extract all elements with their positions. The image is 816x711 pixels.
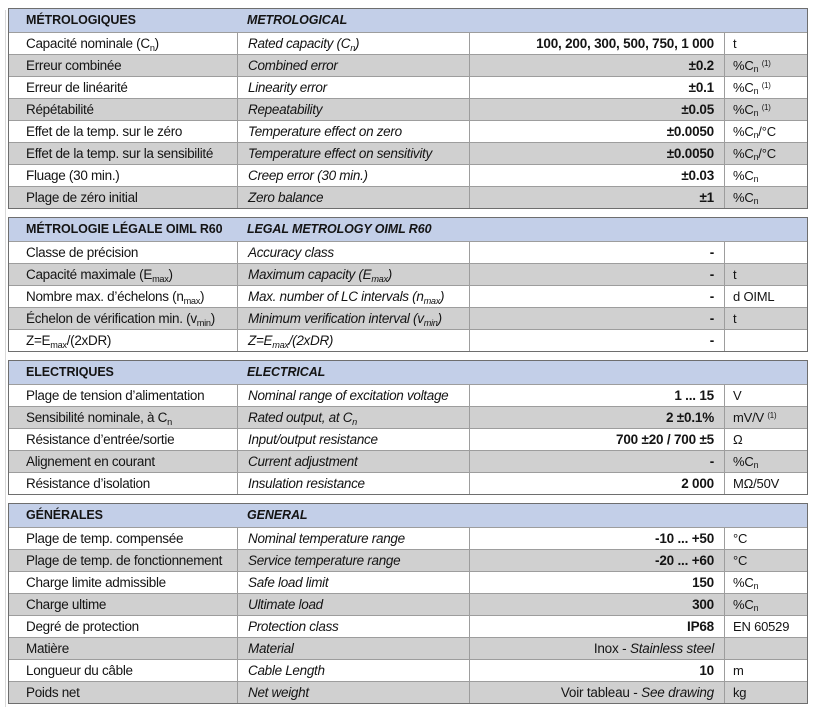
spec-row [9, 549, 807, 571]
spec-value: 2 ±0.1% [469, 407, 724, 428]
section-title-en: ELECTRICAL [247, 365, 326, 379]
spec-value: 10 [469, 660, 724, 681]
spec-row [9, 681, 807, 703]
label-en: Temperature effect on sensitivity [237, 143, 469, 164]
spec-value: Voir tableau - See drawing [469, 682, 724, 703]
label-en: Ultimate load [237, 594, 469, 615]
label-en: Nominal range of excitation voltage [237, 385, 469, 406]
label-fr: Capacité nominale $(C_n)$ [26, 36, 159, 53]
spec-row [9, 659, 807, 681]
spec-unit: °C [724, 550, 807, 571]
label-en: Minimum verification interval $(v_{min})$ [237, 308, 469, 329]
spec-unit: d OIML [724, 286, 807, 307]
spec-unit [724, 242, 807, 263]
label-en: Safe load limit [237, 572, 469, 593]
label-en: Combined error [237, 55, 469, 76]
section-header-spacer [724, 9, 807, 32]
spec-unit: $\%C_n/^\circ C$ [724, 121, 807, 142]
label-en: Temperature effect on zero [237, 121, 469, 142]
spec-value: - [469, 308, 724, 329]
label-fr: Matière [26, 641, 69, 656]
label-en: Creep error (30 min.) [237, 165, 469, 186]
spec-row [9, 593, 807, 615]
spec-unit: t [724, 33, 807, 54]
section-general [8, 503, 808, 704]
spec-value: -20 ... +60 [469, 550, 724, 571]
label-en: Rated output, at $C_n$ [237, 407, 469, 428]
section-title-en: LEGAL METROLOGY OIML R60 [247, 222, 432, 236]
spec-value: - [469, 330, 724, 351]
section-header-spacer [724, 504, 807, 527]
spec-sections [8, 8, 808, 704]
spec-value: 700 ±20 / 700 ±5 [469, 429, 724, 450]
section-title-fr: GÉNÉRALES [26, 508, 103, 522]
section-electrical [8, 360, 808, 495]
spec-unit: V [724, 385, 807, 406]
spec-unit: °C [724, 528, 807, 549]
label-en: $Z=E_{max}/(2xDR)$ [237, 330, 469, 351]
spec-value: ±0.2 [469, 55, 724, 76]
spec-row [9, 54, 807, 76]
spec-value: ±0.1 [469, 77, 724, 98]
section-header-spacer [469, 9, 724, 32]
spec-unit: t [724, 264, 807, 285]
spec-value: 100, 200, 300, 500, 750, 1 000 [469, 33, 724, 54]
spec-row [9, 32, 807, 54]
spec-row [9, 285, 807, 307]
spec-row [9, 76, 807, 98]
spec-row [9, 527, 807, 549]
spec-unit: $\%C_n$ [724, 451, 807, 472]
label-fr: Charge limite admissible [26, 575, 166, 590]
spec-unit [724, 330, 807, 351]
section-header-spacer [469, 504, 724, 527]
label-fr: Alignement en courant [26, 454, 155, 469]
section-header-electrical [9, 361, 807, 384]
spec-unit: $\%C_n$ $^{(1)}$ [724, 77, 807, 98]
spec-unit: $\%C_n$ [724, 165, 807, 186]
spec-value: 150 [469, 572, 724, 593]
spec-unit [724, 638, 807, 659]
spec-unit: t [724, 308, 807, 329]
section-header-metrological [9, 9, 807, 32]
label-fr: Erreur de linéarité [26, 80, 128, 95]
section-header-general [9, 504, 807, 527]
label-en: Input/output resistance [237, 429, 469, 450]
label-fr: $Z=E_{max}/(2xDR)$ [26, 333, 112, 350]
spec-row [9, 571, 807, 593]
label-fr: Effet de la temp. sur le zéro [26, 124, 183, 139]
section-header-spacer [724, 218, 807, 241]
spec-row [9, 637, 807, 659]
label-en: Current adjustment [237, 451, 469, 472]
label-en: Linearity error [237, 77, 469, 98]
spec-value: - [469, 242, 724, 263]
spec-value: Inox - Stainless steel [469, 638, 724, 659]
spec-row [9, 307, 807, 329]
spec-unit: m [724, 660, 807, 681]
section-metrological [8, 8, 808, 209]
label-fr: Répétabilité [26, 102, 94, 117]
label-en: Max. number of LC intervals $(n_{max})$ [237, 286, 469, 307]
spec-unit: $\%C_n/^\circ C$ [724, 143, 807, 164]
label-en: Net weight [237, 682, 469, 703]
spec-unit: kg [724, 682, 807, 703]
label-fr: Classe de précision [26, 245, 139, 260]
label-en: Maximum capacity $(E_{max})$ [237, 264, 469, 285]
spec-row [9, 450, 807, 472]
spec-row [9, 384, 807, 406]
label-fr: Fluage (30 min.) [26, 168, 120, 183]
label-fr: Charge ultime [26, 597, 107, 612]
label-fr: Plage de temp. compensée [26, 531, 184, 546]
spec-value: - [469, 286, 724, 307]
section-header-spacer [724, 361, 807, 384]
label-fr: Poids net [26, 685, 80, 700]
page-edge-line [5, 10, 6, 707]
spec-row [9, 142, 807, 164]
section-legal-metrology [8, 217, 808, 352]
spec-row [9, 98, 807, 120]
label-en: Material [237, 638, 469, 659]
label-fr: Erreur combinée [26, 58, 122, 73]
spec-row [9, 472, 807, 494]
spec-value: -10 ... +50 [469, 528, 724, 549]
section-header-legal-metrology [9, 218, 807, 241]
spec-value: ±0.0050 [469, 143, 724, 164]
label-en: Cable Length [237, 660, 469, 681]
label-fr: Résistance d’isolation [26, 476, 150, 491]
spec-row [9, 120, 807, 142]
label-fr: Capacité maximale $(E_{max})$ [26, 267, 173, 284]
label-fr: Plage de temp. de fonctionnement [26, 553, 223, 568]
spec-value: 300 [469, 594, 724, 615]
label-en: Accuracy class [237, 242, 469, 263]
spec-value: ±1 [469, 187, 724, 208]
label-fr: Résistance d’entrée/sortie [26, 432, 175, 447]
section-header-spacer [469, 218, 724, 241]
section-title-en: GENERAL [247, 508, 308, 522]
label-fr: Effet de la temp. sur la sensibilité [26, 146, 214, 161]
label-fr: Sensibilité nominale, à $C_n$ [26, 410, 172, 427]
label-en: Insulation resistance [237, 473, 469, 494]
label-fr: Échelon de vérification min. $(v_{min})$ [26, 311, 215, 328]
spec-row [9, 186, 807, 208]
spec-value: ±0.05 [469, 99, 724, 120]
spec-value: ±0.03 [469, 165, 724, 186]
spec-row [9, 263, 807, 285]
section-header-spacer [469, 361, 724, 384]
label-en: Service temperature range [237, 550, 469, 571]
spec-unit: MΩ/50V [724, 473, 807, 494]
label-fr: Plage de tension d’alimentation [26, 388, 205, 403]
spec-value: IP68 [469, 616, 724, 637]
spec-value: - [469, 264, 724, 285]
section-title-fr: ELECTRIQUES [26, 365, 114, 379]
section-title-fr: MÉTROLOGIQUES [26, 13, 136, 27]
label-fr: Plage de zéro initial [26, 190, 138, 205]
spec-row [9, 164, 807, 186]
spec-value: ±0.0050 [469, 121, 724, 142]
label-en: Repeatability [237, 99, 469, 120]
label-en: Nominal temperature range [237, 528, 469, 549]
spec-unit: mV/V $^{(1)}$ [724, 407, 807, 428]
spec-unit: $\%C_n$ [724, 572, 807, 593]
spec-value: - [469, 451, 724, 472]
label-en: Protection class [237, 616, 469, 637]
section-title-fr: MÉTROLOGIE LÉGALE OIML R60 [26, 222, 223, 236]
spec-row [9, 406, 807, 428]
spec-unit: $\%C_n$ $^{(1)}$ [724, 55, 807, 76]
label-en: Rated capacity $(C_n)$ [237, 33, 469, 54]
spec-unit: $\%C_n$ [724, 187, 807, 208]
spec-value: 2 000 [469, 473, 724, 494]
section-title-en: METROLOGICAL [247, 13, 348, 27]
label-fr: Nombre max. d’échelons $(n_{max})$ [26, 289, 205, 306]
spec-unit: Ω [724, 429, 807, 450]
label-en: Zero balance [237, 187, 469, 208]
label-fr: Degré de protection [26, 619, 139, 634]
spec-unit: $\%C_n$ $^{(1)}$ [724, 99, 807, 120]
spec-row [9, 428, 807, 450]
spec-unit: $\%C_n$ [724, 594, 807, 615]
spec-row [9, 329, 807, 351]
spec-row [9, 241, 807, 263]
label-fr: Longueur du câble [26, 663, 133, 678]
spec-unit: EN 60529 [724, 616, 807, 637]
spec-value: 1 ... 15 [469, 385, 724, 406]
spec-row [9, 615, 807, 637]
